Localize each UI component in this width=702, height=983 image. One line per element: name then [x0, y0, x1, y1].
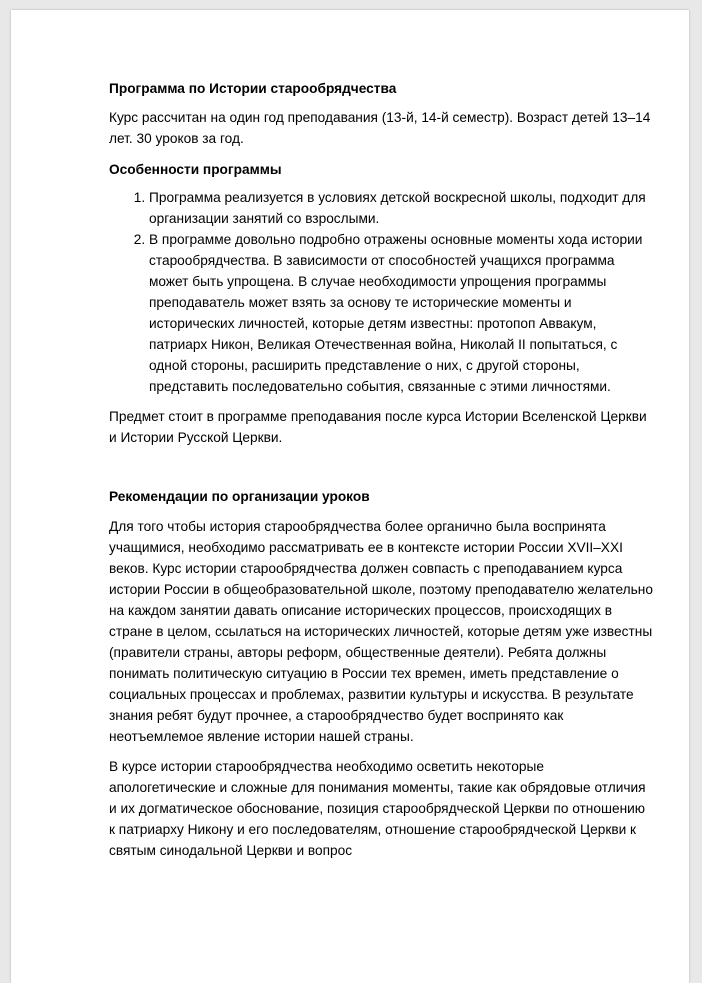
recommendations-paragraph-1: Для того чтобы история старообрядчества более органично была воспринята учащимися, необходимо рассматривать ее в контексте истории России XVII–XXI веков. Курс истории старообрядчества должен совпасть с преподаванием курса истории России в общеобразовательной школе, поэтому преподавателю желательно на каждом занятии давать описание исторических процессов, происходящих в стране в целом, ссылаться на исторических личностей, которые детям уже известны (правители страны, авторы реформ, общественные деятели). Ребята должны понимать политическую ситуацию в России тех времен, иметь представление о социальных процессах и проблемах, развитии культуры и искусства. В результате знания ребят будут прочнее, а старообрядчество будет воспринято как неотъемлемое явление истории нашей страны.	[109, 519, 653, 744]
subject-paragraph: Предмет стоит в программе преподавания после курса Истории Вселенской Церкви и Истории Русской Церкви.	[109, 409, 647, 445]
intro-paragraph: Курс рассчитан на один год преподавания (13-й, 14-й семестр). Возраст детей 13–14 лет. 30 уроков за год.	[109, 110, 651, 146]
features-heading: Особенности программы	[109, 162, 282, 177]
features-list	[109, 187, 654, 397]
features-list-item: 1. Программа реализуется в условиях детской воскресной школы, подходит для организации занятий со взрослыми.	[149, 187, 654, 229]
document-page	[11, 10, 689, 983]
recommendations-paragraph-2: В курсе истории старообрядчества необходимо осветить некоторые апологетические и сложные для понимания моменты, такие как обрядовые отличия и их догматическое обоснование, позиция старообрядческой Церкви по отношению к патриарху Никону и его последователям, отношение старообрядческой Церкви к святым синодальной Церкви и вопрос	[109, 759, 646, 858]
recommendations-heading: Рекомендации по организации уроков	[109, 489, 370, 504]
features-list-item: 2. В программе довольно подробно отражены основные моменты хода истории старообрядчества. В зависимости от способностей учащихся программа может быть упрощена. В случае необходимости упрощения программы преподаватель может взять за основу те исторические моменты и исторических личностей, которые детям известны: протопоп Аввакум, патриарх Никон, Великая Отечественная война, Николай II попытаться, с одной стороны, расширить представление о них, с другой стороны, представить последовательно события, связанные с этими личностями.	[149, 229, 654, 397]
program-title: Программа по Истории старообрядчества	[109, 81, 397, 96]
document-body	[109, 78, 654, 861]
